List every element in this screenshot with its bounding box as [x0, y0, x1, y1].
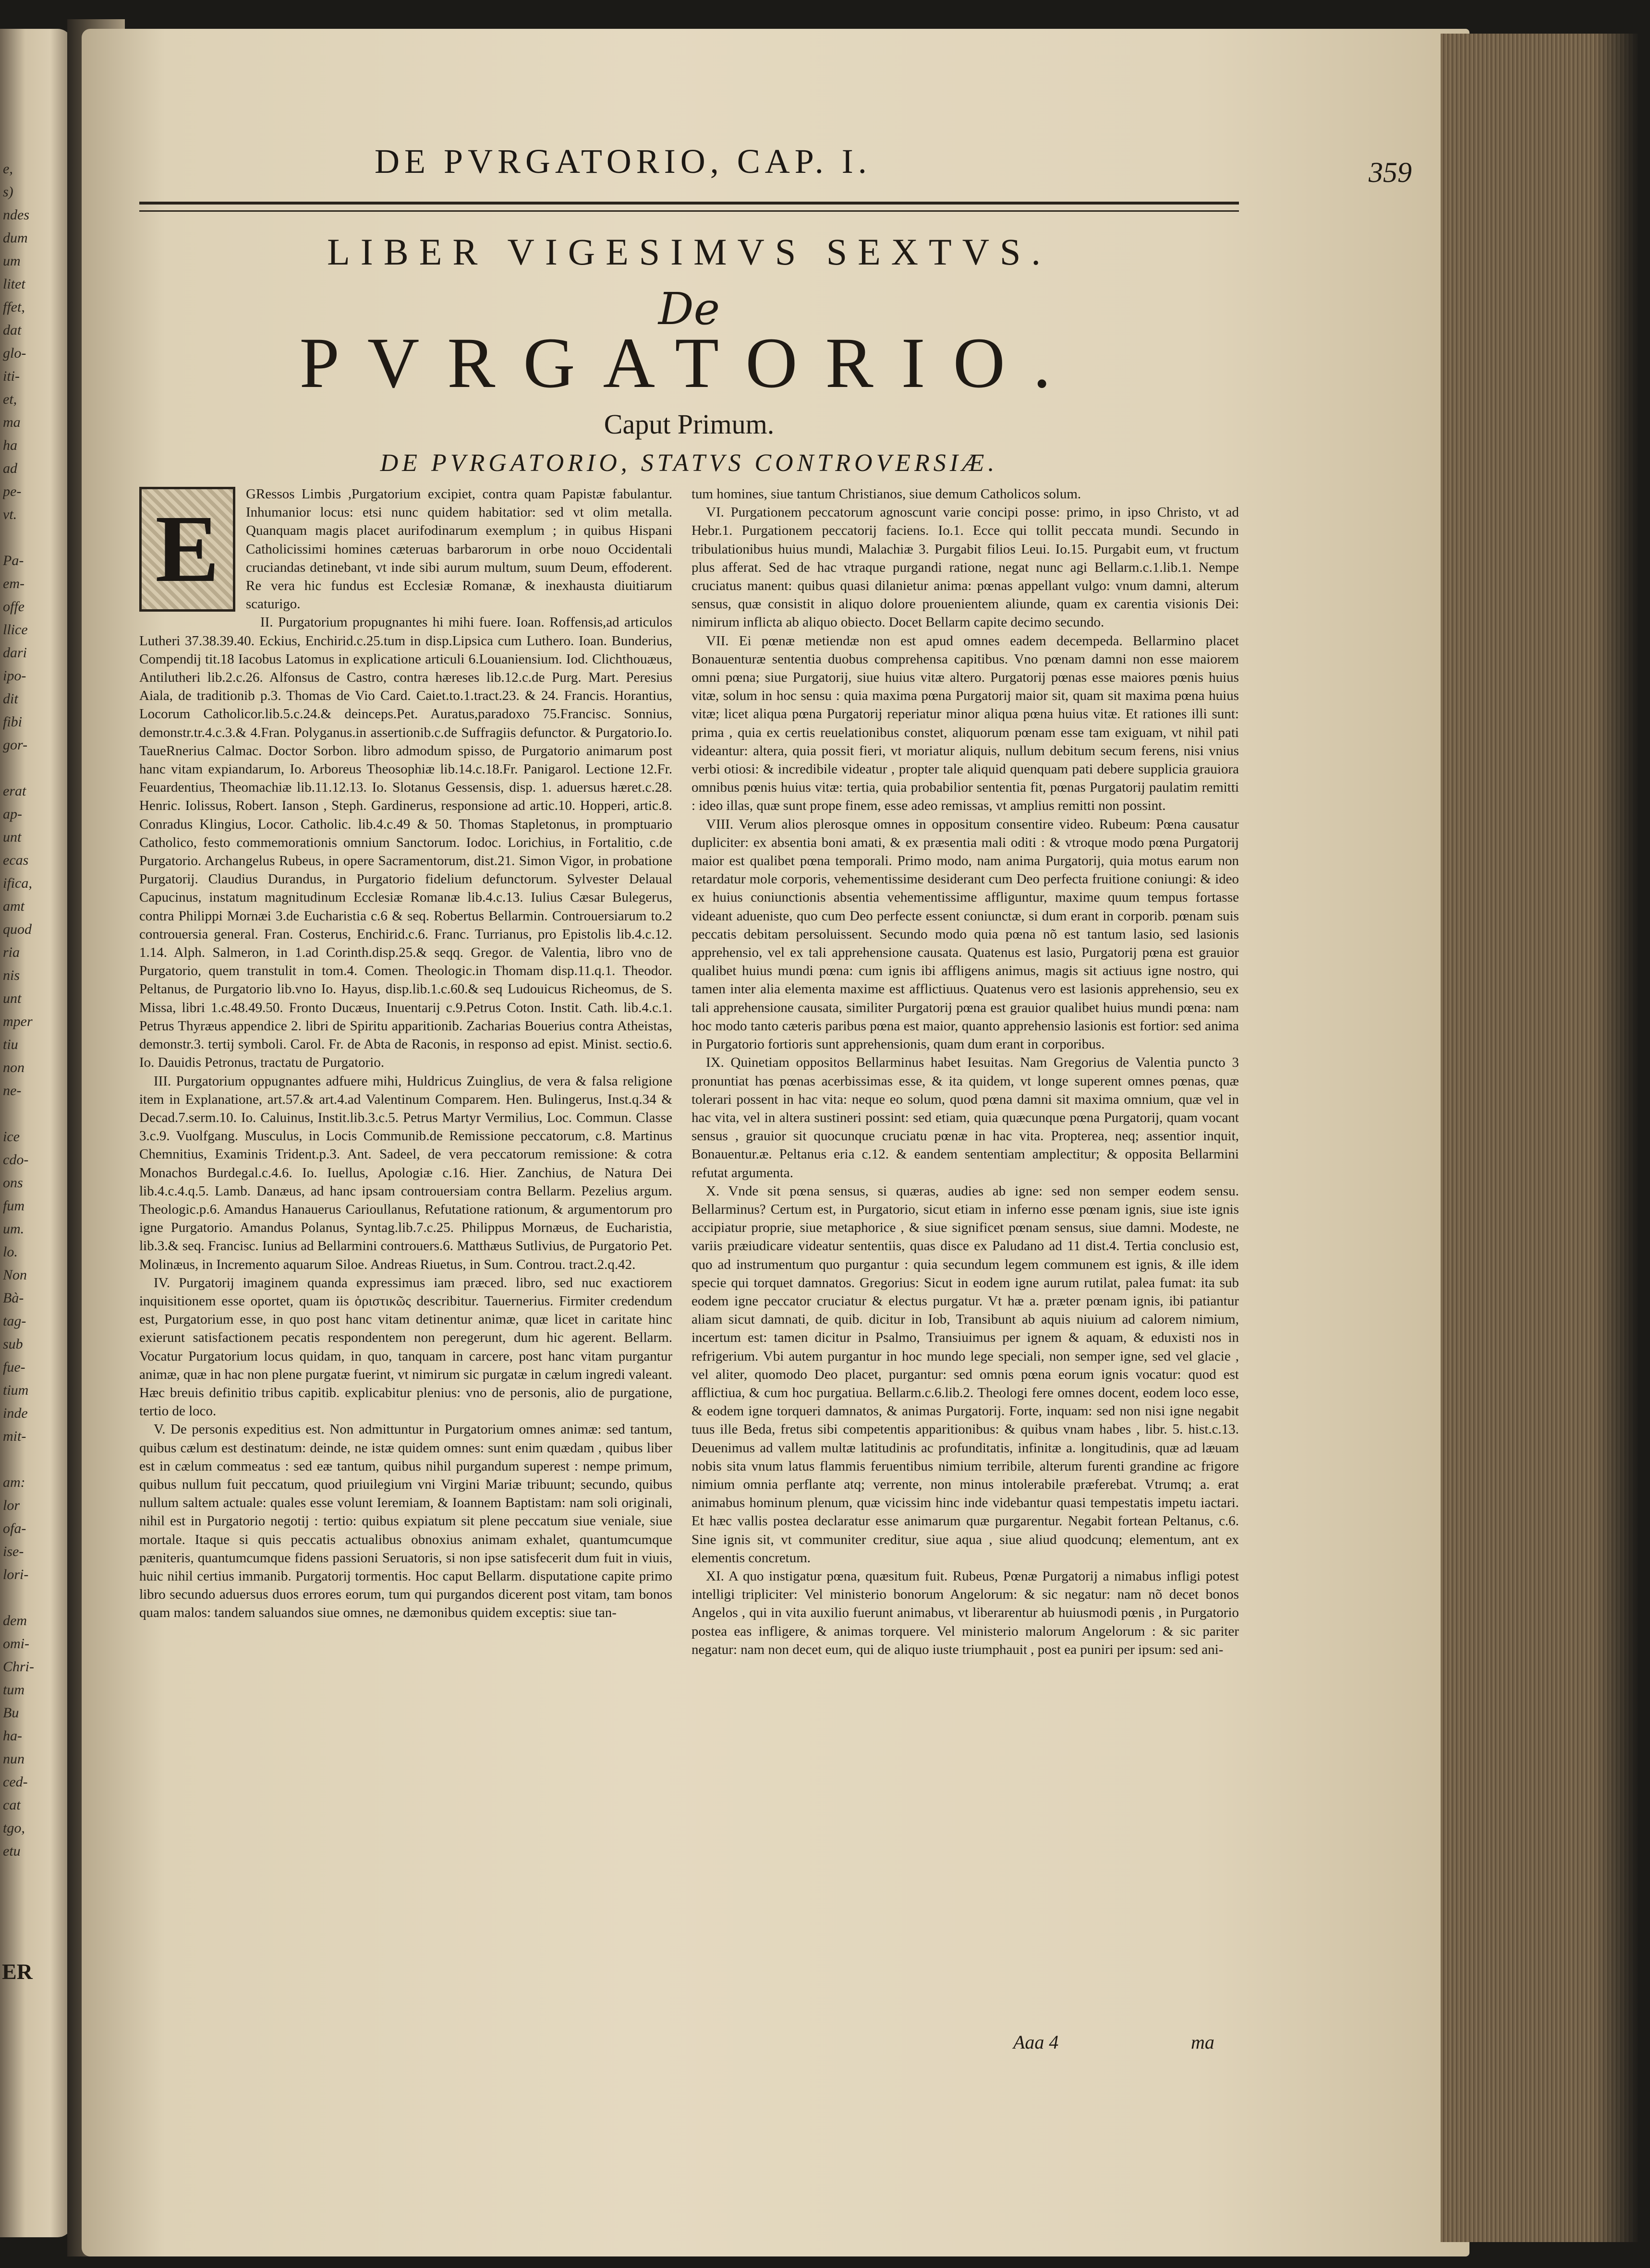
previous-page-fragment: tag-: [3, 1313, 26, 1329]
paragraph: IX. Quinetiam oppositos Bellarminus habet Iesuitas. Nam Gregorius de Valentia puncto 3 pronuntiat has pœnas acerbissimas esse, & ita quidem, vt longe superent omnes pœnas, quæ tolerari possent in hac vita: neque eo solum, quod pœna damni sit maxima omnium, quæ vel in hac vita, vel in altera sustineri possint: sed etiam, quia quæcunque pœna Purgatorij, quam vocant sensus , grauior sit quocunque cruciatu pœnæ in hac vita. Propterea, neq; assentior inquit, Bonauentur.æ. Peltanus eria c.12. & eandem sententiam amplectitur; & opposita Bellarmini refutat argumenta.: [692, 1055, 1239, 1181]
previous-page-fragment: tium: [3, 1382, 29, 1398]
previous-page-fragment: Non: [3, 1267, 27, 1283]
previous-page-fragment: ria: [3, 944, 20, 960]
previous-page-fragment: ise-: [3, 1544, 24, 1559]
previous-page-fragment: dum: [3, 230, 28, 246]
main-title: PVRGATORIO.: [299, 323, 1079, 403]
previous-page-fragment: ma: [3, 414, 21, 430]
previous-page-fragment: non: [3, 1060, 24, 1075]
chapter-heading: Caput Primum.: [604, 409, 775, 440]
previous-page-fragment: ifica,: [3, 875, 32, 891]
previous-page-fragment: ad: [3, 460, 17, 476]
previous-page-fragment: lo.: [3, 1244, 18, 1260]
page-number: 359: [1369, 157, 1412, 188]
signature-mark: Aaa 4: [1013, 2031, 1059, 2053]
previous-page-fragment: Pa-: [3, 553, 24, 568]
previous-page-fragment: llice: [3, 622, 28, 638]
previous-page-fragment: nis: [3, 967, 20, 983]
drop-cap-initial: E: [139, 487, 235, 612]
previous-page-fragment: lor: [3, 1497, 20, 1513]
previous-page-fragment: unt: [3, 829, 22, 845]
paragraph: X. Vnde sit pœna sensus, si quæras, audies ab igne: sed non semper eodem sensu. Bellarminus? Certum est, in Purgatorio, sicut etiam in inferno esse pœnam ignis, siue iste ignis accipiatur proprie, siue metaphorice , & siue significet pœnam sensus, siue damni. Modeste, ne variis præiudicare videatur sententiis, quas disce ex Paludano ad 11 dist.4. Tertia conclusio est, quo ad instrumentum quo purgantur : quia secundum legem communem est ignis, & ille idem specie qui torquet damnatos. Gregorius: Sicut in eodem igne aurum rutilat, palea fumat: ita sub eodem igne peccator cruciatur & electus purgatur. Vt hæ a. præter pœnam ignis, ibi patiantur aliam sicut damnati, de quib. dicitur in Iob, Transibunt ab aquis niuium ad calorem nimium, incertum est: tamen dicitur in Psalmo, Transiuimus per ignem & aquam, & eduxisti nos in refrigerium. Vbi autem purgantur in hoc mundo lege speciali, non semper igne, sed vel glacie , vel aliter, quomodo Deo placet, purgantur: sed omnis pœna eorum ignis vocatur: quod est afflictiua, & cum hoc purgatiua. Bellarm.c.6.lib.2. Theologi fere omnes docent, eodem loco esse, & eodem igne torqueri damnatos, & animas Purgatorij. Forte, inquam: sed non nisi igne negabit tuus ille Beda, fretus sibi competentis apparitionibus: & quibus vnam habes , libr. 5. hist.c.13. Deuenimus ad vallem multæ latitudinis ac profunditatis, infinitæ a. longitudinis, quæ ad læuam nobis sita vnum latus flammis feruentibus nimium terribile, alterum furenti grandine ac frigore nimium omnia perflante atq; verrente, non minus intolerabile præferebat. Vtrumq; a. erat animabus hominum plenum, quæ vicissim hinc inde videbantur quasi tempestatis impetu iactari. Et hæc vallis postea declaratur esse animarum quæ purgarentur. Negabit fortean Peltanus, c.6. Sine ignis sit, vt communiter creditur, siue aqua , siue aliud quodcunq; elementum, ant ex elementis concretum.: [692, 1183, 1239, 1566]
paragraph: tum homines, siue tantum Christianos, siue demum Catholicos solum.: [692, 486, 1081, 502]
paragraph: II. Purgatorium propugnantes hi mihi fuere. Ioan. Roffensis,ad articulos Lutheri 37.38.39.40. Eckius, Enchirid.c.25.tum in disp.Lipsica cum Luthero. Ioan. Bunderius, Compendij tit.18 Iacobus Latomus in explicatione articuli 6.Louaniensium. Iod. Clichthouæus, Antilutheri lib.2.c.26. Alfonsus de Castro, contra hæreses lib.12.c.de Purg. Mart. Peresius Aiala, de traditionib p.3. Thomas de Vio Card. Caiet.to.1.tract.23. & 24. Francis. Horantius, Locorum Catholicor.lib.5.c.24.& deinceps.Pet. Auratus,paradoxo 75.Francisc. Sonnius, demonstr.tr.4.c.3.& 4.Fran. Polyganus.in assertionib.c.de Suffragiis defunctor. & Purgatorio.Io. TaueRnerius Calmac. Doctor Sorbon. libro admodum spisso, de Purgatorio animarum post hanc vitam expiandarum, Io. Arboreus Theosophiæ lib.14.c.18.Fr. Panigarol. Lectione 12.Fr. Feuardentius, Theomachiæ lib.11.12.13. Io. Slotanus Gessensis, disp. 1. aduersus hæret.c.28. Henric. Iolissus, Robert. Ianson , Steph. Gardinerus, responsione ad artic.10. Hopperi, artic.8. Conradus Klingius, Locor. Catholic. lib.4.c.49 & 50. Thomas Stapletonus, in promptuario Catholico, festo commemorationis omnium Sanctorum. Iodoc. Lorichius, in Fortalitio, c.de Purgatorio. Archangelus Rubeus, in opere Sacramentorum, dist.21. Simon Vigor, in probatione Purgatorij. Claudius Durandus, in Purgatorio fidelium defunctorum. Sylvester Delaual Capucinus, instatum magnitudinum Ecclesiæ Romanæ lib.4.c.13. Iulius Cæsar Bulegerus, contra Philippi Mornæi 3.de Eucharistia c.6 & seq. Robertus Bellarmin. Controuersiarum to.2 controuersia general. Fran. Costerus, Enchirid.c.6. Franc. Turrianus, pro Epistolis lib.4.c.12. 1.14. Alph. Salmeron, in 1.ad Corinth.disp.25.& seqq. Gregor. de Valentia, libro vno de Purgatorio, quem transtulit in tom.4. Comen. Theologic.in Thomam disp.11.q.1. Theodor. Peltanus, de Purgatorio lib.vno Io. Hayus, disp.lib.1.c.60.& seq Ludouicus Richeomus, de S. Missa, libri 1.c.48.49.50. Fronto Ducæus, Inuentarij c.9.Petrus Coton. Instit. Cath. lib.4.c.1. Petrus Thyræus appendice 2. libri de Spiritu apparitionib. Zacharias Bouerius contra Atheistas, demonstr.3. tertij symboli. Carol. Fr. de Abta de Raconis, in responso ad epist. Minist. sectio.6. Io. Dauidis Petronus, tractatu de Purgatorio.: [139, 615, 672, 1071]
previous-page-fragment: erat: [3, 783, 26, 799]
previous-page-fragment: e,: [3, 161, 13, 177]
previous-page-fragment: ice: [3, 1129, 20, 1145]
previous-page-fragment: ons: [3, 1175, 23, 1191]
previous-page-fragment: quod: [3, 921, 32, 937]
previous-page-fragment: ffet,: [3, 299, 25, 315]
previous-page-fragment: ced-: [3, 1774, 28, 1790]
previous-page-fragment: dit: [3, 691, 18, 707]
previous-page-fragment: ne-: [3, 1083, 22, 1098]
previous-page-fragment: Bà-: [3, 1290, 24, 1306]
paragraph: V. De personis expeditius est. Non admittuntur in Purgatorium omnes animæ: sed tantum, quibus cælum est destinatum: deinde, ne istæ quidem omnes: sunt enim quædam , quibus liber est in cælum commeatus : sed eæ tantum, quibus nihil purgandum superest : nempe primum, quibus nullum fuit peccatum, quod priuilegium vni Virgini Mariæ tribuunt; secundo, quibus nullum saltem actuale: quales esse volunt Ieremiam, & Ioannem Baptistam: nam soli originali, nihil est in Purgatorio negotij : tertio: quibus expiatum sit plene peccatum siue veniale, siue mortale. Itaque si quis peccatis actualibus obnoxius animam exhalet, quantumcumque pæniteris, quantumcumque fidens passioni Seruatoris, si non ipse satisfecerit dum fuit in viuis, huic nihil certius immanib. Purgatorij tormentis. Hoc caput Bellarm. disputatione capite primo libro secundo aduersus duos errores eorum, tum qui purgandos dicerent post vitam, tam bonos quam malos: tandem saluandos siue omnes, ne dæmonibus quidem exceptis: siue tan-: [139, 1422, 672, 1621]
previous-page-fragment: fum: [3, 1198, 24, 1214]
book-title: LIBER VIGESIMVS SEXTVS.: [327, 231, 1051, 273]
paragraph: GRessos Limbis ,Purgatorium excipiet, contra quam Papistæ fabulantur. Inhumanior locus: etsi nunc quidem habitatior: sed vt olim metalla. Quanquam magis placet aurifodinarum exemplum ; in quibus Hispani Catholicissimi homines cæteruas barbarorum in orbe nouo Occidentali cruciandas detinebant, vt inde sibi aurum multum, suum Deum, effoderent. Re vera hic fundus est Ecclesiæ Romanæ, & inexhausta diuitiarum scaturigo.: [246, 486, 672, 612]
previous-page-fragment: ndes: [3, 207, 29, 223]
previous-page-catchword: ER: [2, 1959, 33, 1984]
previous-page-fragment: cdo-: [3, 1152, 29, 1168]
previous-page-fragment: iti-: [3, 368, 20, 384]
previous-page-fragment: ofa-: [3, 1520, 26, 1536]
previous-page-fragment: um.: [3, 1221, 24, 1237]
title-preposition: De: [658, 283, 720, 335]
previous-page-fragment: omi-: [3, 1636, 29, 1652]
paragraph: VII. Ei pœnæ metiendæ non est apud omnes eadem decempeda. Bellarmino placet Bonauenturæ sententia duobus comprehensa capitibus. Vno pœnam damni non esse maiorem omni pœna; siue Purgatorij, siue huius vitæ altero. Purgatorij pœnas esse maiores pœnis huius vitæ, solum in hoc sensu : quia maxima pœna Purgatorij maior sit, quam sit maxima pœna huius vitæ; licet aliqua pœna Purgatorij reperiatur minor aliqua pœna huius vitæ. Et rationes illi sunt: prima , quia ex certis reuelationibus constet, aliquorum pœnam esse tam exiguam, vt nihil pati videantur: altera, quia possit fieri, vt moriatur aliquis, nullum debitum secum ferens, nisi vnius verbi otiosi: & incredibile videatur , propter tale aliquid quenquam pati debere supplicia grauiora omnibus pœnis huius vitæ: tertia, quia probabilior sententia fit, pœnas Purgatorij paulatim remitti : ideo illas, quæ sunt prope finem, esse adeo remissas, vt amplius remitti non possint.: [692, 633, 1239, 814]
previous-page-fragment: amt: [3, 898, 24, 914]
running-head: [375, 137, 1412, 190]
left-column: [139, 485, 672, 2021]
subject-heading: DE PVRGATORIO, STATVS CONTROVERSIÆ.: [380, 449, 998, 477]
paragraph: XI. A quo instigatur pœna, quæsitum fuit. Rubeus, Pœnæ Purgatorij a nimabus infligi potest intelligi tripliciter: Vel ministerio bonorum Angelorum: & sic negatur: nam nõ decet bonos Angelos , qui in vita auxilio fuerunt animabus, vt liberarentur ab huiusmodi pœnis , in Purgatorio postea eas infligere, & animas torquere. Vel ministerio malorum Angelorum : & sic pariter negatur: nam non decet eum, qui de aliquo iuste triumphauit , post ea puniri per ipsum: sed ani-: [692, 1568, 1239, 1657]
previous-page-fragment: tum: [3, 1682, 24, 1698]
previous-page-fragment: mit-: [3, 1428, 26, 1444]
previous-page-fragment: Bu: [3, 1705, 19, 1721]
previous-page-fragment: pe-: [3, 483, 22, 499]
previous-page-fragment: nun: [3, 1751, 24, 1767]
previous-page-fragment: glo-: [3, 345, 26, 361]
previous-page-fragment: tiu: [3, 1037, 18, 1052]
previous-page-fragment: s): [3, 184, 13, 200]
previous-page-fragment: ap-: [3, 806, 22, 822]
previous-page-fragment: tgo,: [3, 1820, 25, 1836]
previous-page-fragment: ha: [3, 437, 17, 453]
previous-page-fragment: dari: [3, 645, 27, 661]
previous-page-fragment: unt: [3, 990, 22, 1006]
previous-page-fragment: et,: [3, 391, 17, 407]
previous-page-fragment: cat: [3, 1797, 21, 1813]
previous-page-fragment: fue-: [3, 1359, 25, 1375]
paragraph: IV. Purgatorij imaginem quanda expressimus iam præced. libro, sed nuc exactiorem inquisitionem esse oportet, quam iis ὁριστικῶς describitur. Tauernerius. Firmiter credendum est, Purgatorium esse, in quo post hanc vitam detinentur animæ, quæ licet in caritate hinc exierunt satisfactionem pecatis respondentem non peregerunt, dum hic agerent. Bellarm. Vocatur Purgatorium locus quidam, in quo, tanquam in carcere, post hanc vitam purgantur animæ, quæ in hac non plene purgatæ fuerint, vt nimirum sic purgatæ in cælum ingredi valeant. Hæc breuis definitio tribus capitib. explicabitur plenius: vno de personis, alio de purgatione, tertio de loco.: [139, 1275, 672, 1419]
previous-page-fragment: um: [3, 253, 21, 269]
previous-page-fragment: em-: [3, 576, 24, 591]
head-rule: [139, 210, 1239, 212]
previous-page-fragment: inde: [3, 1405, 28, 1421]
previous-page-fragment: litet: [3, 276, 25, 292]
previous-page-fragment: ecas: [3, 852, 29, 868]
previous-page-fragment: ha-: [3, 1728, 22, 1744]
previous-page-fragment: dat: [3, 322, 22, 338]
previous-page-fragment: offe: [3, 599, 24, 615]
previous-page-fragment: sub: [3, 1336, 23, 1352]
running-title: DE PVRGATORIO, CAP. I.: [375, 142, 872, 181]
previous-page-fragment: etu: [3, 1843, 21, 1859]
paragraph: VI. Purgationem peccatorum agnoscunt varie concipi posse: primo, in ipso Christo, vt ad Hebr.1. Purgationem peccatorij faciens. Io.1. Ecce qui tollit peccata mundi. Secundo in tribulationibus huius mundi, Malachiæ 3. Purgabit filios Leui. Io.15. Purgabit eum, vt fructum plus afferat. Sed de hac vtraque purgandi ratione, negat nunc agi Bellarm.c.1.lib.1. Nempe cruciatus manent: quibus quasi dilanietur anima: pœnas appellant vulgo: vnum damni, alterum sensus, quæ consistit in aliquo dolore prouenientem aliunde, quam ex carentia visionis Dei: nimirum inflicta ab aliquo obiecto. Docet Bellarm capite decimo secundo.: [692, 505, 1239, 630]
previous-page-fragment: dem: [3, 1613, 27, 1629]
catchword: ma: [1191, 2031, 1214, 2053]
previous-page-fragment: lori-: [3, 1567, 29, 1582]
right-column: [692, 485, 1239, 2021]
previous-page-fragment: mper: [3, 1013, 33, 1029]
previous-page-fragment: ipo-: [3, 668, 26, 684]
paragraph: VIII. Verum alios plerosque omnes in oppositum consentire video. Rubeum: Pœna causatur dupliciter: ex absentia boni amati, & ex præsentia mali oditi : & vtroque modo pœna Purgatorij maior est qualibet pœna temporali. Primo modo, nam anima Purgatorij, quia motus earum non retardatur mole corporis, vehementissime desiderant cum Deo perfecta fruitione coniungi: & ideo ex huius coniunctionis absentia vehementissime affliguntur, maxime quum tempus fortasse videant adueniste, quo cum Deo perfecte essent coniunctæ, si dum erant in corporib. pœnam suis peccatis debitam persoluissent. Secundo modo quia pœna nõ est tantum lasio, sed lasionis apprehensio, vel ex tali apprehensione causata. Quatenus est lasio, Purgatorij pœna est grauior qualibet huius mundi pœna: cum ignis ibi affligens animus, magis sit actiuus igne nostro, qui tamen inter alia elementa maxime est afflictiuus. Quatenus vero est lasionis apprehensio, seu ex tali apprehensione causata, similiter Purgatorij pœna est grauior qualibet huius mundi pœna: nam hoc modo tanto cæteris paribus pœna est maior, quanto apprehensio lasionis est fortior: sed anima in Purgatorio fortioris sunt apprehensionis, quam dum erant in corporibus.: [692, 816, 1239, 1052]
previous-page-fragment: Chri-: [3, 1659, 35, 1675]
paragraph: III. Purgatorium oppugnantes adfuere mihi, Huldricus Zuinglius, de vera & falsa religione item in Explanatione, art.57.& art.4.ad Valentinum Comparem. Hen. Bulingerus, Inst.q.34 & Decad.7.serm.10. Io. Caluinus, Instit.lib.3.c.5. Petrus Martyr Vermilius, Loc. Commun. Classe 3.c.9. Vuolfgang. Musculus, in Locis Communib.de Remissione peccatorum, c.8. Martinus Chemnitius, Examinis Trident.p.3. Ant. Sadeel, de vera peccatorum remissione: & cotra Monachos Burdegal.c.4.6. Io. Iuellus, Apologiæ c.16. Hier. Zanchius, de Natura Dei lib.4.c.4.q.5. Lamb. Danæus, ad hanc ipsam controuersiam contra Bellarm. Pezelius argum. Theologic.p.6. Amandus Hanauerus Carioullanus, Refutatione rationum, & argumentorum pro igne Purgatorio. Amandus Polanus, Syntag.lib.7.c.25. Philippus Mornæus, de Eucharistia, lib.3.& seq. Francisc. Iunius ad Bellarmini controuers.6. Matthæus Sutlivius, de Purgatorio Pet. Molinæus, in Incremento aquarum Siloe. Andreas Riuetus, in Sum. Controu. tract.2.q.42.: [139, 1073, 672, 1272]
previous-page-fragment: vt.: [3, 507, 17, 522]
head-rule: [139, 202, 1239, 205]
previous-page-fragment: fibi: [3, 714, 23, 730]
page-block-shadow: [1594, 24, 1650, 2268]
previous-page-fragment: am:: [3, 1474, 25, 1490]
previous-page-fragment: gor-: [3, 737, 28, 753]
